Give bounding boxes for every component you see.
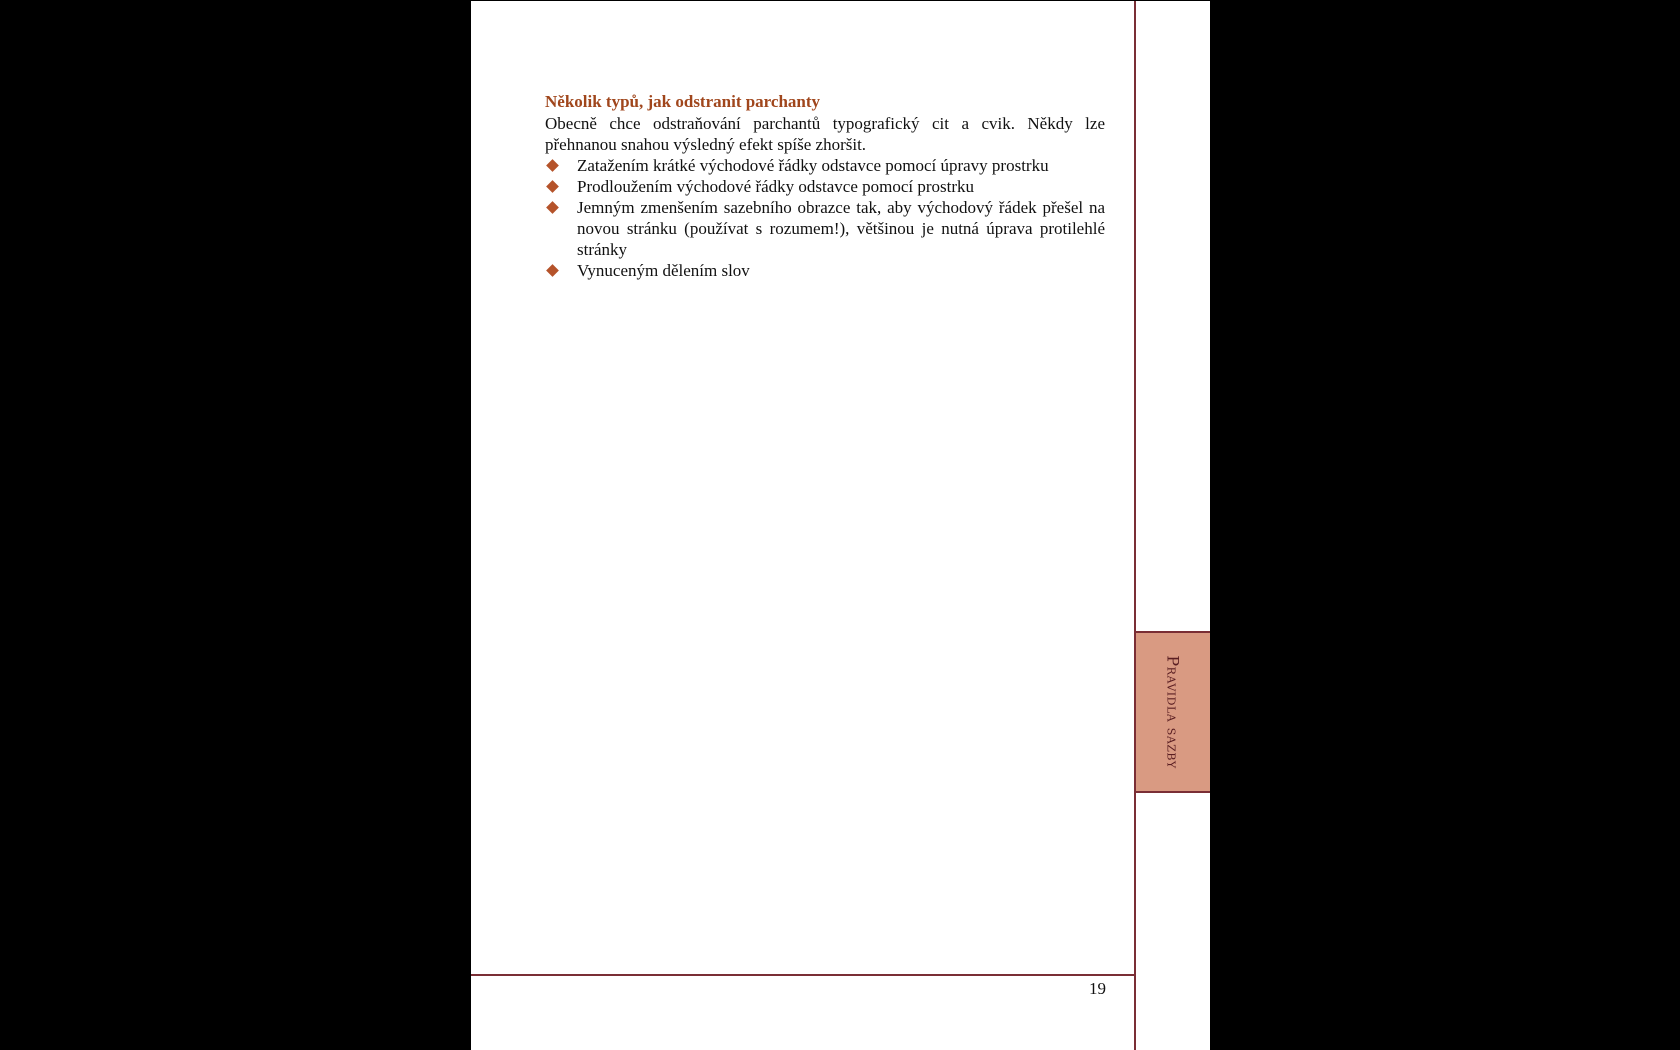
document-page: [471, 1, 1210, 1050]
section-heading: Několik typů, jak odstranit parchanty: [545, 92, 821, 111]
intro-paragraph: Obecně chce odstraňování parchantů typografický cit a cvik. Někdy lze přehnanou snahou výsledný efekt spíše zhoršit.: [545, 114, 1105, 154]
list-item: [545, 197, 1105, 260]
bullet-list: [545, 155, 1105, 281]
list-item: [545, 155, 1105, 176]
list-item: [545, 260, 1105, 281]
list-item-text: Prodloužením východové řádky odstavce pomocí prostrku: [577, 177, 975, 196]
page-number: 19: [1089, 979, 1106, 998]
chapter-side-tab-label: Pravidla sazby: [1163, 655, 1183, 769]
diamond-bullet-icon: [546, 201, 559, 214]
footer-rule: [471, 974, 1135, 976]
list-item-text: Jemným zmenšením sazebního obrazce tak, aby východový řádek přešel na novou stránku (používat s rozumem!), většinou je nutná úprava protilehlé stránky: [577, 198, 1105, 259]
list-item-text: Vynuceným dělením slov: [577, 261, 750, 280]
margin-vertical-rule: [1134, 1, 1136, 1050]
chapter-side-tab: [1134, 631, 1210, 793]
diamond-bullet-icon: [546, 159, 559, 172]
diamond-bullet-icon: [546, 264, 559, 277]
list-item-text: Zatažením krátké východové řádky odstavce pomocí úpravy prostrku: [577, 156, 1049, 175]
diamond-bullet-icon: [546, 180, 559, 193]
page-content: [545, 91, 1105, 281]
list-item: [545, 176, 1105, 197]
